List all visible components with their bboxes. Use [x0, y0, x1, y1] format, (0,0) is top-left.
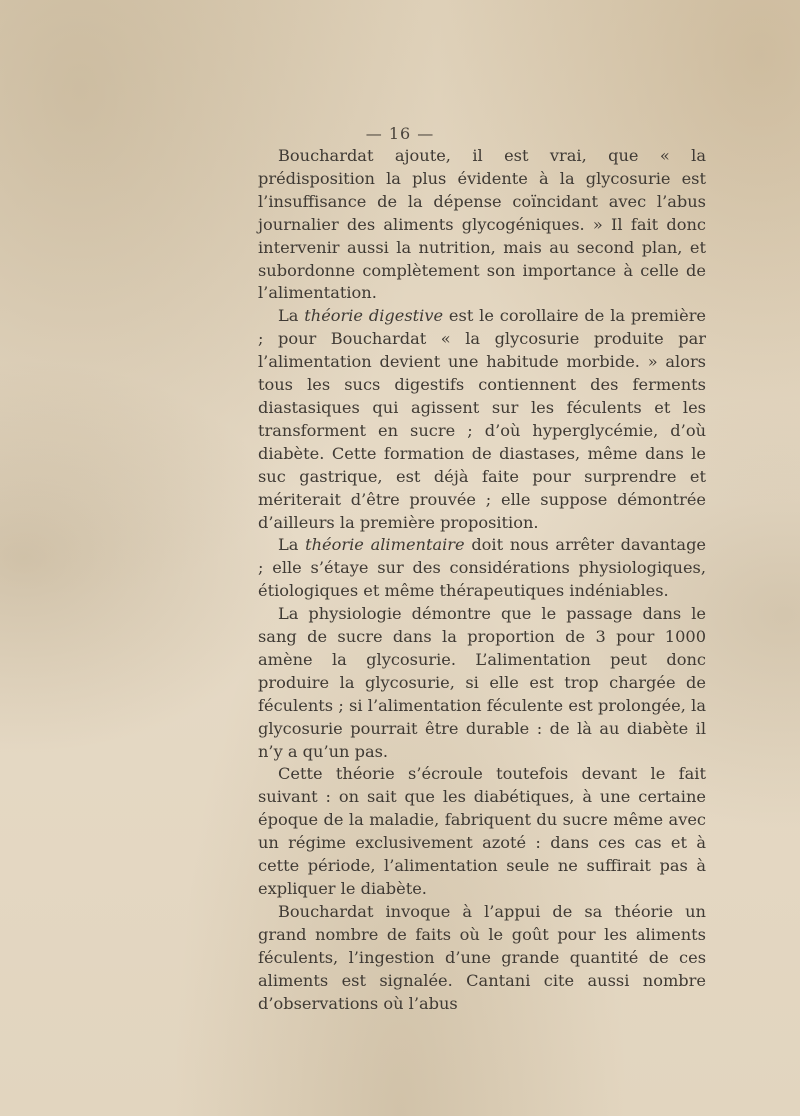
text-run: Cette théorie s’écroule toutefois devant le fait suivant : on sait que les diabétiques, à une certaine époque de la maladie, fabriquent du sucre même avec un régime exclusivement azoté : dans ces cas et à cette période, l’alimentation seule ne suffirait pas à expliquer le diabète.	[258, 764, 706, 898]
italic-term: théorie alimentaire	[305, 535, 465, 555]
paragraph	[258, 763, 706, 900]
paragraph	[258, 901, 706, 1016]
paragraph	[258, 145, 706, 305]
text-run: La	[278, 306, 305, 326]
paragraph	[258, 603, 706, 763]
text-run: est le corollaire de la première ; pour Bouchardat « la glycosurie produite par l’alimentation devient une habitude morbide. » alors tous les sucs digestifs contiennent des ferments diastasiques qui agissent sur les féculents et les transforment en sucre ; d’où hyperglycémie, d’où diabète. Cette formation de diastases, même dans le suc gastrique, est déjà faite pour surprendre et mériterait d’être prouvée ; elle suppose démontrée d’ailleurs la première proposition.	[258, 306, 707, 532]
text-run: La	[278, 535, 306, 555]
page-number: — 16 —	[365, 124, 435, 143]
paragraph	[258, 534, 706, 603]
paragraph	[258, 305, 706, 534]
text-run: Bouchardat ajoute, il est vrai, que « la prédisposition la plus évidente à la glycosurie est l’insuffisance de la dépense coïncidant avec l’abus journalier des aliments glycogéniques. » Il fait donc intervenir aussi la nutrition, mais au second plan, et subordonne complètement son importance à celle de l’alimentation.	[258, 146, 706, 303]
italic-term: théorie digestive	[304, 306, 444, 326]
text-run: doit nous arrêter davantage ; elle s’étaye sur des considérations physiologiques, étiologiques et même thérapeutiques indéniables.	[258, 535, 707, 601]
body-text	[258, 145, 706, 1015]
text-run: Bouchardat invoque à l’appui de sa théorie un grand nombre de faits où le goût pour les aliments féculents, l’ingestion d’une grande quantité de ces aliments est signalée. Cantani cite aussi nombre d’observations où l’abus	[258, 901, 706, 1013]
text-run: La physiologie démontre que le passage dans le sang de sucre dans la proportion de 3 pour 1000 amène la glycosurie. L’alimentation peut donc produire la glycosurie, si elle est trop chargée de féculents ; si l’alimentation féculente est prolongée, la glycosurie pourrait être durable : de là au diabète il n’y a qu’un pas.	[258, 604, 706, 761]
